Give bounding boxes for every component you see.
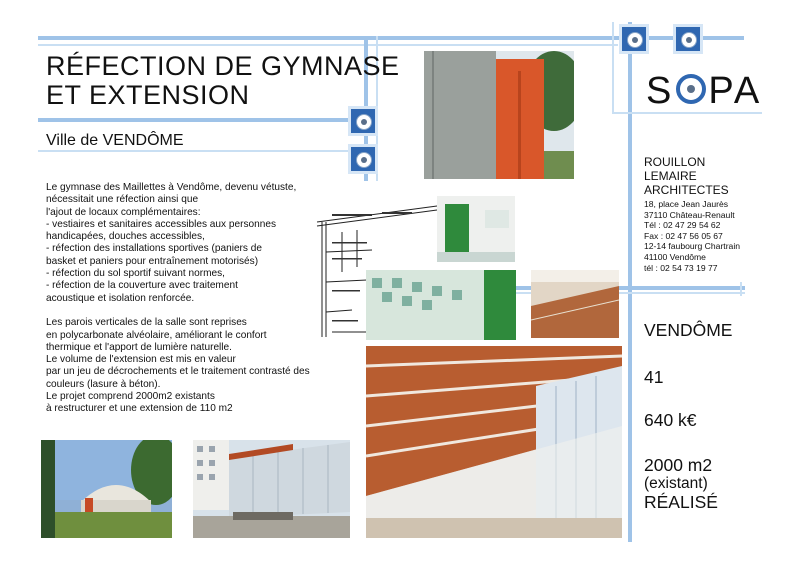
photo-gym-interior (366, 346, 622, 538)
fact-cost: 640 k€ (644, 410, 697, 430)
architect-address: 18, place Jean Jaurès 37110 Château-Renault Tél : 02 47 29 54 62 Fax : 02 47 56 05 67 12-14 faubourg Chartrain 41100 Vendôme tél : 02 54 73 19 77 (644, 199, 741, 273)
photo-tiled-wall (366, 270, 516, 340)
photo-washroom-door (437, 196, 515, 262)
fact-city: VENDÔME (644, 320, 733, 340)
photo-gym-floor (531, 270, 619, 338)
fact-area-value: 2000 m2 (644, 455, 713, 475)
photo-polycarbonate-facade (193, 440, 350, 538)
title-line-1: RÉFECTION DE GYMNASE (46, 51, 400, 81)
photo-gym-interior-svg (366, 346, 622, 538)
frame-line-top-inner (38, 44, 618, 46)
frame-line-subtitle (38, 150, 378, 152)
frame-line-right-v (628, 22, 632, 542)
logo-text-2: PA (708, 70, 763, 112)
target-emblem-icon (673, 24, 703, 54)
photo-tiled-wall-svg (366, 270, 516, 340)
logo-text-1: S (646, 70, 675, 112)
architect-line-3: ARCHITECTES (644, 183, 729, 197)
page-title (46, 52, 400, 110)
page-subtitle: Ville de VENDÔME (46, 132, 184, 149)
scopa-logo (646, 70, 762, 113)
architect-name (644, 155, 729, 197)
photo-washroom-door-svg (437, 196, 515, 262)
photo-gym-floor-svg (531, 270, 619, 338)
frame-line-right-v2 (612, 22, 614, 112)
fact-area (644, 455, 718, 512)
target-emblem-icon (619, 24, 649, 54)
photo-building-exterior-svg (41, 440, 172, 538)
fact-status: RÉALISÉ (644, 492, 718, 512)
target-emblem-icon (348, 144, 378, 174)
project-description: Le gymnase des Maillettes à Vendôme, devenu vétuste, nécessitait une réfection ainsi que l'ajout de locaux complémentaires: - vestiaires et sanitaires accessibles aux personnes handicapées, douches accessibles, - réfection des installations sportives (paniers de basket et paniers pour entraînement motorisés) - réfection du sol sportif suivant normes, - réfection de la couverture avec traitement acoustique et isolation renforcée. Les parois verticales de la salle sont reprises en polycarbonate alvéolaire, améliorant le confort thermique et l'apport de lumière naturelle. Le volume de l'extension est mis en valeur par un jeu de décrochements et le traitement contrasté des couleurs (lasure à béton). Le projet comprend 2000m2 existants à restructurer et une extension de 110 m2 (46, 182, 310, 415)
fact-department: 41 (644, 367, 664, 387)
photo-extension-exterior (424, 51, 574, 179)
target-emblem-icon (348, 106, 378, 136)
frame-line-title (38, 118, 378, 122)
photo-extension-exterior-svg (424, 51, 574, 179)
architect-line-2: LEMAIRE (644, 169, 697, 183)
fact-area-note: (existant) (644, 475, 708, 492)
title-line-2: ET EXTENSION (46, 80, 250, 110)
photo-polycarbonate-facade-svg (193, 440, 350, 538)
frame-line-right-v3 (740, 282, 742, 296)
logo-o-target-icon (676, 74, 706, 104)
photo-building-exterior (41, 440, 172, 538)
architect-line-1: ROUILLON (644, 155, 706, 169)
